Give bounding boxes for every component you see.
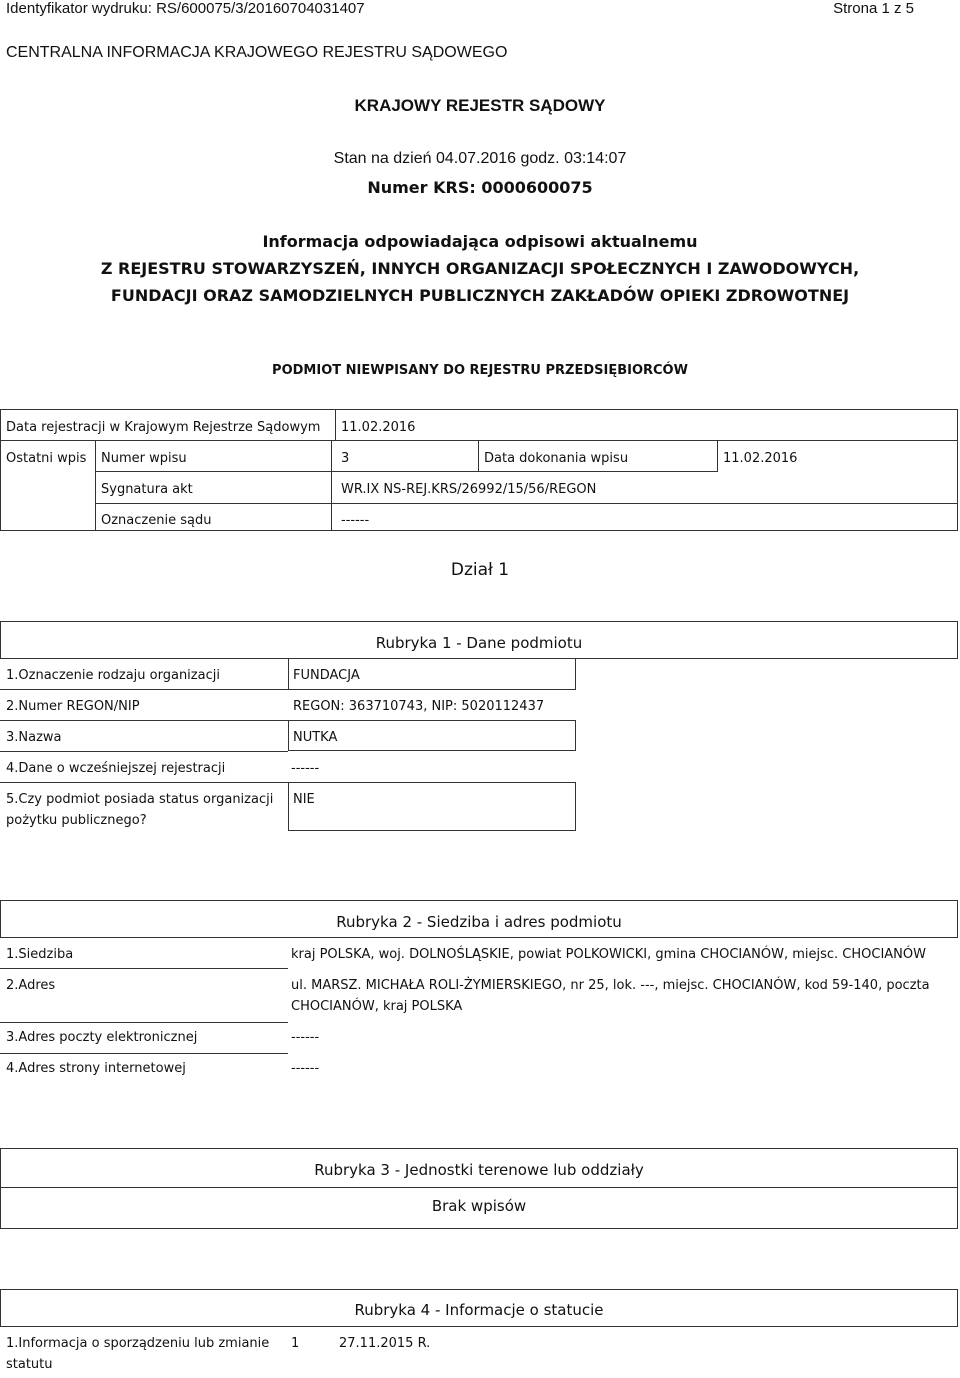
seat-value: kraj POLSKA, woj. DOLNOŚLĄSKIE, powiat POLKOWICKI, gmina CHOCIANÓW, miejsc. CHOCIANÓW (291, 947, 926, 962)
divider (0, 1022, 288, 1023)
info-line-3: FUNDACJI ORAZ SAMODZIELNYCH PUBLICZNYCH ZAKŁADÓW OPIEKI ZDROWOTNEJ (110, 286, 850, 305)
statute-label-1: 1.Informacja o sporządzeniu lub zmianie (6, 1336, 270, 1351)
org-type-value: FUNDACJA (293, 668, 360, 683)
prior-registration-label: 4.Dane o wcześniejszej rejestracji (6, 761, 226, 776)
divider (95, 503, 958, 504)
entry-date-label: Data dokonania wpisu (484, 451, 629, 466)
divider (717, 440, 718, 472)
opp-status-value: NIE (293, 792, 315, 807)
address-value-2: CHOCIANÓW, kraj POLSKA (291, 999, 463, 1014)
info-line-2: Z REJESTRU STOWARZYSZEŃ, INNYCH ORGANIZACJI SPOŁECZNYCH I ZAWODOWYCH, (100, 259, 860, 278)
info-line-1: Informacja odpowiadająca odpisowi aktualnemu (262, 232, 698, 251)
last-entry-label: Ostatni wpis (6, 451, 87, 466)
website-label: 4.Adres strony internetowej (6, 1061, 186, 1076)
entry-number-value: 3 (341, 451, 350, 466)
rubric-3-title: Rubryka 3 - Jednostki terenowe lub oddziały (314, 1161, 644, 1179)
opp-status-label-1: 5.Czy podmiot posiada status organizacji (6, 792, 274, 807)
state-date: Stan na dzień 04.07.2016 godz. 03:14:07 (333, 150, 627, 167)
krs-number: Numer KRS: 0000600075 (367, 178, 593, 197)
register-title: KRAJOWY REJESTR SĄDOWY (354, 96, 606, 115)
statute-date: 27.11.2015 R. (339, 1336, 431, 1351)
divider (0, 1053, 288, 1054)
signature-value: WR.IX NS-REJ.KRS/26992/15/56/REGON (341, 482, 597, 497)
institution-name: CENTRALNA INFORMACJA KRAJOWEGO REJESTRU SĄDOWEGO (6, 44, 508, 61)
court-label: Oznaczenie sądu (101, 513, 212, 528)
value-box (288, 782, 576, 831)
divider (0, 751, 288, 752)
divider (0, 782, 288, 783)
rubric-3-empty: Brak wpisów (431, 1197, 527, 1215)
email-value: ------ (291, 1030, 320, 1045)
printout-id: Identyfikator wydruku: RS/600075/3/20160704031407 (6, 0, 365, 17)
divider (0, 440, 958, 441)
divider (0, 1187, 958, 1188)
divider (95, 440, 96, 531)
statute-label-2: statutu (6, 1357, 53, 1372)
website-value: ------ (291, 1061, 320, 1076)
rubric-4-title: Rubryka 4 - Informacje o statucie (354, 1301, 604, 1319)
regon-nip-value: REGON: 363710743, NIP: 5020112437 (293, 699, 545, 714)
entry-number-label: Numer wpisu (101, 451, 187, 466)
status-note: PODMIOT NIEWPISANY DO REJESTRU PRZEDSIĘBIORCÓW (272, 363, 688, 378)
page-number: Strona 1 z 5 (833, 0, 914, 17)
org-type-label: 1.Oznaczenie rodzaju organizacji (6, 668, 220, 683)
section-title: Dział 1 (450, 560, 510, 580)
prior-registration-value: ------ (291, 761, 320, 776)
reg-date-label: Data rejestracji w Krajowym Rejestrze Sądowym (6, 420, 321, 435)
name-label: 3.Nazwa (6, 730, 62, 745)
divider (478, 440, 479, 472)
divider (331, 440, 332, 531)
rubric-2-title: Rubryka 2 - Siedziba i adres podmiotu (336, 913, 622, 931)
opp-status-label-2: pożytku publicznego? (6, 813, 147, 828)
statute-number: 1 (291, 1336, 300, 1351)
entry-date-value: 11.02.2016 (723, 451, 798, 466)
divider (95, 471, 717, 472)
divider (0, 968, 288, 969)
signature-label: Sygnatura akt (101, 482, 193, 497)
address-value-1: ul. MARSZ. MICHAŁA ROLI-ŻYMIERSKIEGO, nr 25, lok. ---, miejsc. CHOCIANÓW, kod 59-140, poczta (291, 978, 930, 993)
rubric-1-title: Rubryka 1 - Dane podmiotu (375, 634, 583, 652)
divider (335, 409, 336, 441)
email-label: 3.Adres poczty elektronicznej (6, 1030, 198, 1045)
regon-nip-label: 2.Numer REGON/NIP (6, 699, 140, 714)
reg-date-value: 11.02.2016 (341, 420, 416, 435)
divider (0, 720, 288, 721)
name-value: NUTKA (293, 730, 338, 745)
court-value: ------ (341, 513, 370, 528)
address-label: 2.Adres (6, 978, 56, 993)
seat-label: 1.Siedziba (6, 947, 74, 962)
divider (0, 689, 288, 690)
